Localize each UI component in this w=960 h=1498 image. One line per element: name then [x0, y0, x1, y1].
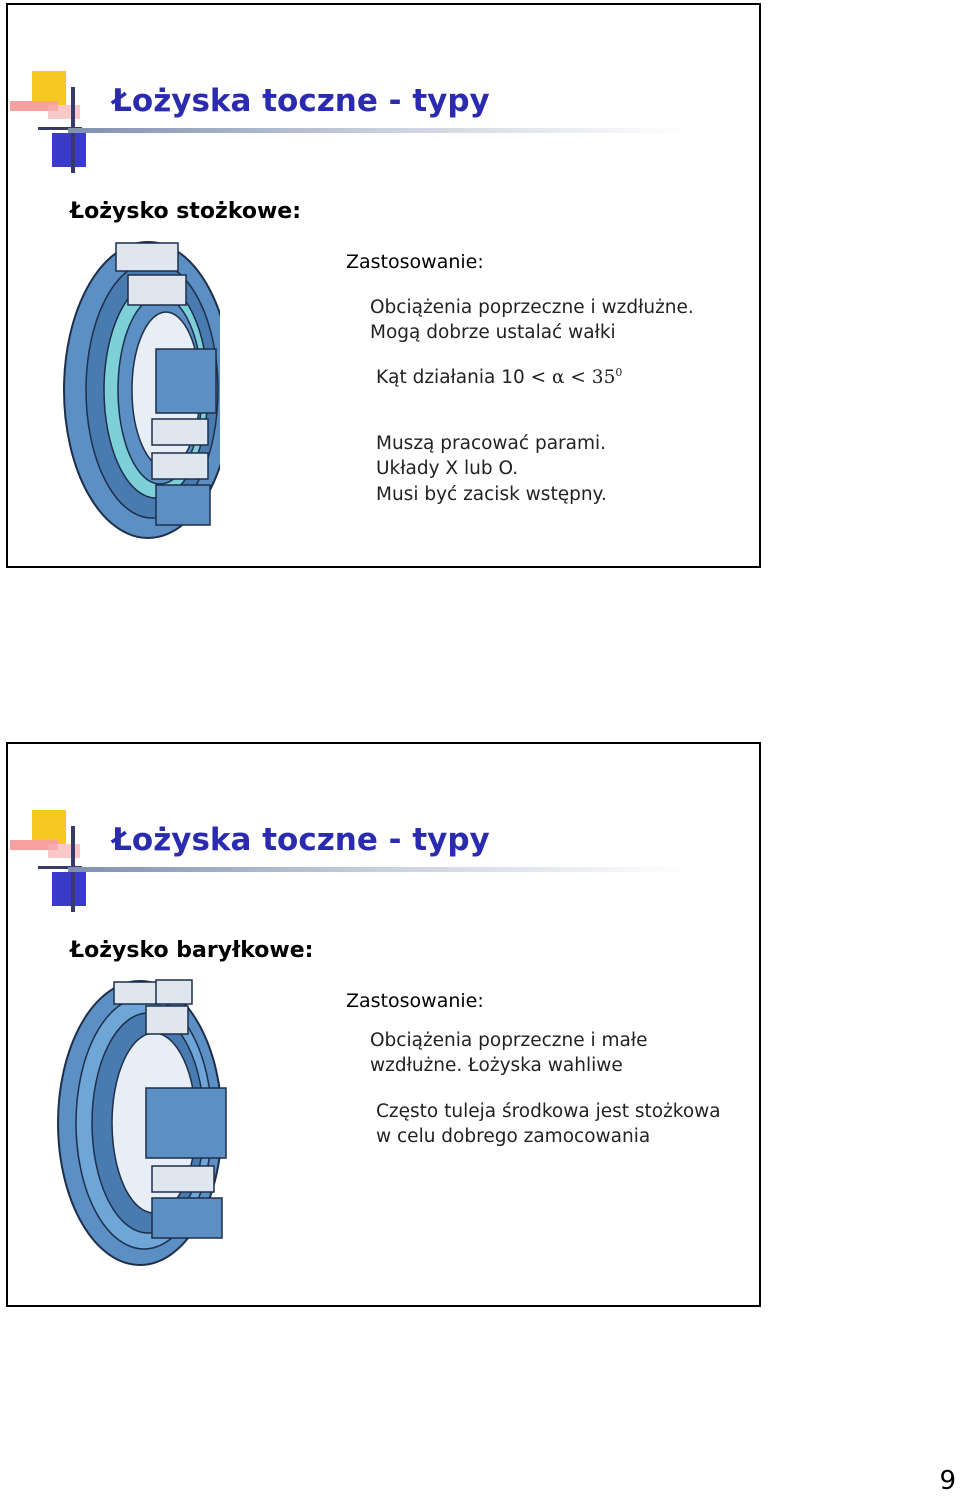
title-decoration-icon	[8, 744, 128, 924]
note-line-3: Musi być zacisk wstępny.	[376, 484, 607, 505]
angle-suffix: < 35	[570, 367, 616, 389]
alpha-symbol: α	[552, 367, 565, 389]
angle-line	[376, 360, 622, 390]
bearing-type-heading: Łożysko stożkowe:	[70, 199, 302, 224]
application-line-2: Mogą dobrze ustalać wałki	[370, 322, 616, 343]
note-line-2: Układy X lub O.	[376, 458, 519, 479]
title-underline	[68, 128, 688, 133]
slide-title: Łożyska toczne - typy	[112, 822, 490, 858]
slide-title: Łożyska toczne - typy	[112, 83, 490, 119]
note-line-1: Często tuleja środkowa jest stożkowa	[376, 1101, 721, 1122]
title-underline	[68, 867, 688, 872]
bearing-type-heading: Łożysko baryłkowe:	[70, 938, 314, 963]
slide-tapered-bearing	[6, 3, 761, 568]
tapered-roller-bearing-illustration	[60, 239, 220, 541]
application-line-1: Obciążenia poprzeczne i wzdłużne.	[370, 297, 694, 318]
slide-spherical-bearing	[6, 742, 761, 1307]
note-line-2: w celu dobrego zamocowania	[376, 1126, 651, 1147]
angle-degree: 0	[615, 366, 623, 379]
application-line-1: Obciążenia poprzeczne i małe	[370, 1030, 648, 1051]
application-label: Zastosowanie:	[346, 990, 484, 1012]
application-line-2: wzdłużne. Łożyska wahliwe	[370, 1055, 623, 1076]
title-decoration-icon	[8, 5, 128, 185]
angle-prefix: Kąt działania 10 <	[376, 367, 547, 389]
page-number: 9	[939, 1466, 956, 1496]
spherical-roller-bearing-illustration	[56, 978, 231, 1268]
application-label: Zastosowanie:	[346, 251, 484, 273]
note-line-1: Muszą pracować parami.	[376, 433, 607, 454]
